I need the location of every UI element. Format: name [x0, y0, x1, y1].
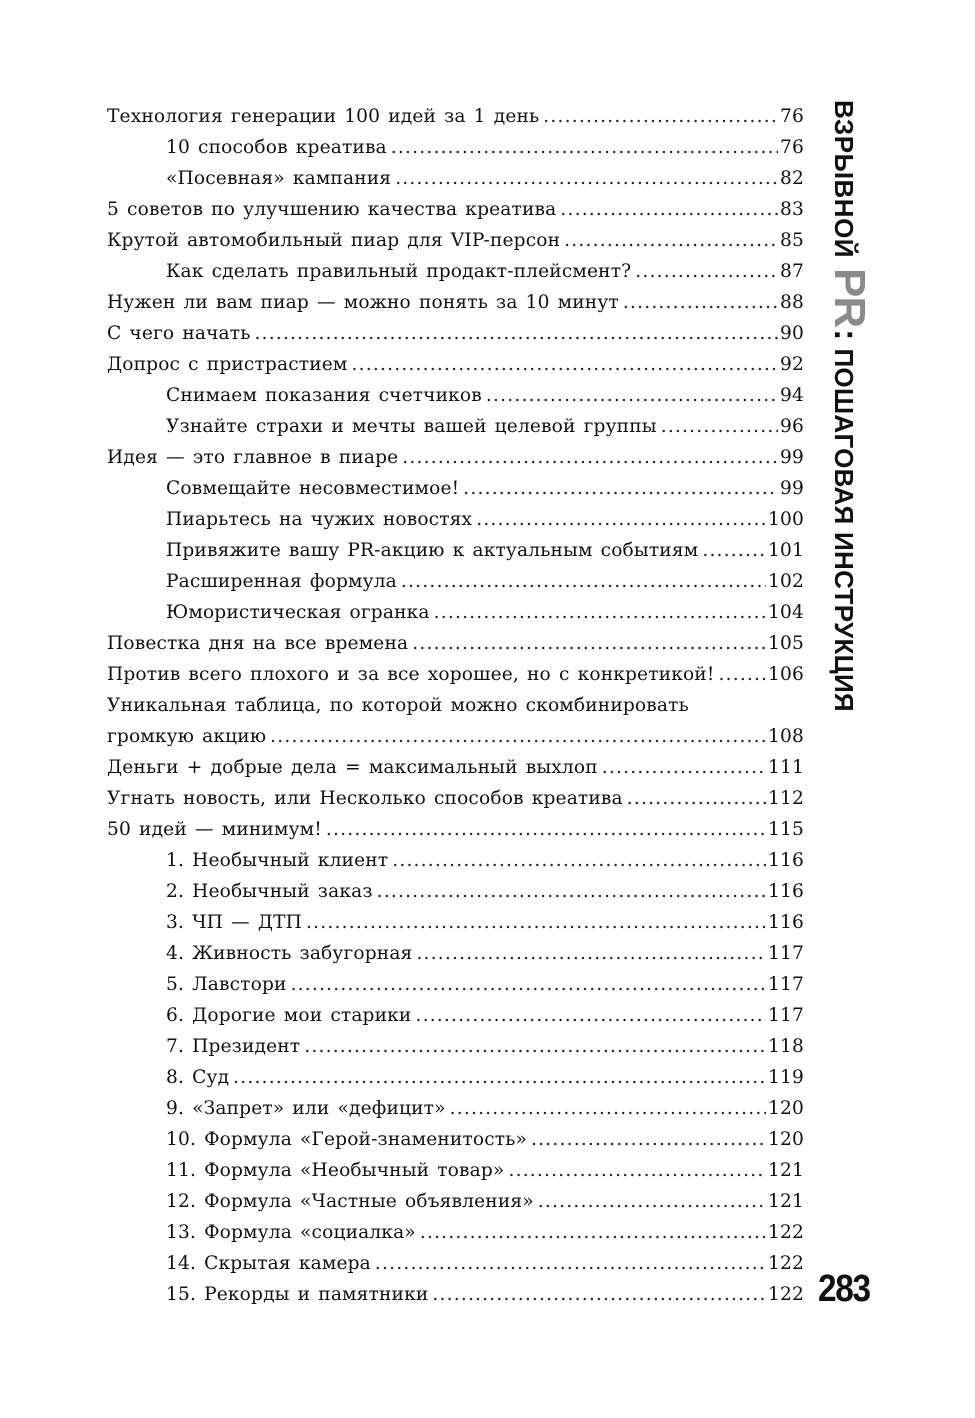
toc-entry	[107, 628, 804, 659]
dot-leader	[627, 783, 766, 814]
toc-entry-page: 117	[768, 1005, 804, 1026]
toc-entry-page: 117	[768, 974, 804, 995]
dot-leader	[352, 349, 778, 380]
toc-entry-page: 96	[780, 416, 804, 437]
toc-entry	[107, 473, 804, 504]
toc-entry-title: Нужен ли вам пиар — можно понять за 10 минут	[107, 292, 619, 313]
toc-entry-title: Идея — это главное в пиаре	[107, 447, 399, 468]
dot-leader	[538, 1186, 766, 1217]
toc-entry-title: «Посевная» кампания	[166, 168, 392, 189]
toc-entry-title: Уникальная таблица, по которой можно скомбинировать	[107, 695, 689, 716]
toc-entry-page: 102	[768, 571, 804, 592]
toc-entry-page: 120	[768, 1098, 804, 1119]
toc-entry-title: 1. Необычный клиент	[166, 850, 389, 871]
toc-entry-title: 3. ЧП — ДТП	[166, 912, 303, 933]
toc-entry-page: 119	[768, 1067, 804, 1088]
toc-entry-title: Против всего плохого и за все хорошее, но с конкретикой!	[107, 664, 715, 685]
toc-entry-page: 88	[780, 292, 804, 313]
book-title-pr: PR	[825, 267, 874, 328]
toc-entry-title: Крутой автомобильный пиар для VIP-персон	[107, 230, 561, 251]
toc-entry	[107, 1279, 804, 1310]
toc-entry-title: 9. «Запрет» или «дефицит»	[166, 1098, 446, 1119]
dot-leader	[450, 1093, 766, 1124]
dot-leader	[543, 101, 778, 132]
toc-entry-page: 108	[768, 726, 804, 747]
toc-entry-title: 5 советов по улучшению качества креатива	[107, 199, 557, 220]
toc-entry	[107, 504, 804, 535]
toc-entry	[107, 380, 804, 411]
dot-leader	[255, 318, 779, 349]
toc-entry-page: 116	[768, 881, 804, 902]
toc-entry-page: 117	[768, 943, 804, 964]
toc-entry-title: 10. Формула «Герой-знаменитость»	[166, 1129, 528, 1150]
dot-leader	[434, 597, 766, 628]
toc-entry-title: Технология генерации 100 идей за 1 день	[107, 106, 540, 127]
toc-entry	[107, 752, 804, 783]
toc-entry	[107, 659, 804, 690]
toc-entry	[107, 1155, 804, 1186]
toc-entry-page: 118	[768, 1036, 804, 1057]
dot-leader	[391, 132, 778, 163]
toc-entry-title: Расширенная формула	[166, 571, 397, 592]
toc-entry-page: 83	[780, 199, 804, 220]
toc-entry-title: 13. Формула «социалка»	[166, 1222, 416, 1243]
dot-leader	[395, 163, 778, 194]
toc-entry-title: Узнайте страхи и мечты вашей целевой группы	[166, 416, 657, 437]
dot-leader	[304, 1031, 766, 1062]
toc-entry	[107, 101, 804, 132]
toc-entry	[107, 1248, 804, 1279]
toc-entry-page: 94	[780, 385, 804, 406]
toc-entry-title: Снимаем показания счетчиков	[166, 385, 482, 406]
dot-leader	[377, 876, 766, 907]
dot-leader	[402, 442, 778, 473]
toc-entry	[107, 442, 804, 473]
toc-entry	[107, 1124, 804, 1155]
dot-leader	[508, 1155, 766, 1186]
toc-entry-title-continued: громкую акцию	[107, 726, 267, 747]
toc-entry	[107, 256, 804, 287]
toc-entry-title: 8. Суд	[166, 1067, 230, 1088]
running-head	[825, 100, 874, 712]
toc-entry-page: 76	[780, 106, 804, 127]
book-title-part1: ВЗРЫВНОЙ	[829, 100, 859, 258]
toc-entry	[107, 225, 804, 256]
dot-leader	[635, 256, 778, 287]
toc-entry-page: 76	[780, 137, 804, 158]
toc-entry-title: Деньги + добрые дела = максимальный выхлоп	[107, 757, 598, 778]
toc-entry	[107, 597, 804, 628]
toc-entry-title: 6. Дорогие мои старики	[166, 1005, 412, 1026]
dot-leader	[416, 938, 766, 969]
toc-entry	[107, 535, 804, 566]
toc-entry-page: 112	[768, 788, 804, 809]
toc-entry	[107, 907, 804, 938]
toc-entry	[107, 783, 804, 814]
dot-leader	[476, 504, 766, 535]
toc-entry-title: Повестка дня на все времена	[107, 633, 409, 654]
dot-leader	[623, 287, 778, 318]
toc-entry-page: 122	[768, 1253, 804, 1274]
page-number: 283	[818, 1268, 870, 1310]
toc-entry	[107, 318, 804, 349]
toc-entry-page: 122	[768, 1284, 804, 1305]
toc-entry-page: 85	[780, 230, 804, 251]
toc-entry-page: 101	[768, 540, 804, 561]
toc-entry	[107, 1031, 804, 1062]
dot-leader	[463, 473, 778, 504]
dot-leader	[560, 194, 778, 225]
dot-leader	[306, 907, 766, 938]
toc-entry-title: 4. Живность забугорная	[166, 943, 413, 964]
toc-entry	[107, 938, 804, 969]
toc-entry-title: 2. Необычный заказ	[166, 881, 373, 902]
dot-leader	[486, 380, 778, 411]
dot-leader	[661, 411, 778, 442]
toc-entry-page: 116	[768, 912, 804, 933]
toc-entry-title: 7. Президент	[166, 1036, 301, 1057]
toc-entry-page: 99	[780, 447, 804, 468]
dot-leader	[564, 225, 778, 256]
toc-entry-page: 104	[768, 602, 804, 623]
dot-leader	[702, 535, 766, 566]
toc-entry-title: Привяжите вашу PR-акцию к актуальным событиям	[166, 540, 699, 561]
running-head-text	[824, 100, 874, 712]
toc-entry	[107, 349, 804, 380]
dot-leader	[531, 1124, 766, 1155]
book-title-colon: :	[827, 329, 865, 341]
toc-entry-title: С чего начать	[107, 323, 251, 344]
toc-entry-page: 105	[768, 633, 804, 654]
toc-entry-page: 111	[768, 757, 804, 778]
dot-leader	[375, 1248, 766, 1279]
toc-entry	[107, 690, 804, 752]
toc-entry	[107, 1186, 804, 1217]
toc-entry-title: 11. Формула «Необычный товар»	[166, 1160, 505, 1181]
toc-entry-title: 10 способов креатива	[166, 137, 387, 158]
dot-leader	[270, 721, 766, 752]
toc-entry	[107, 132, 804, 163]
toc-entry-title: 50 идей — минимум!	[107, 819, 322, 840]
toc-entry-title: Как сделать правильный продакт-плейсмент?	[166, 261, 632, 282]
toc-entry	[107, 814, 804, 845]
dot-leader	[432, 1279, 766, 1310]
toc-entry-page: 116	[768, 850, 804, 871]
dot-leader	[415, 1000, 766, 1031]
toc-entry-title: Совмещайте несовместимое!	[166, 478, 460, 499]
toc-entry	[107, 566, 804, 597]
toc-entry-title: 12. Формула «Частные объявления»	[166, 1191, 534, 1212]
table-of-contents	[107, 101, 804, 1310]
toc-entry	[107, 194, 804, 225]
toc-entry	[107, 1062, 804, 1093]
toc-entry-page: 90	[780, 323, 804, 344]
toc-entry-title: Допрос с пристрастием	[107, 354, 348, 375]
toc-entry	[107, 1217, 804, 1248]
toc-entry	[107, 845, 804, 876]
toc-entry-page: 92	[780, 354, 804, 375]
toc-entry	[107, 411, 804, 442]
toc-entry-page: 99	[780, 478, 804, 499]
toc-entry-title: 14. Скрытая камера	[166, 1253, 371, 1274]
toc-entry-title: Пиарьтесь на чужих новостях	[166, 509, 473, 530]
dot-leader	[718, 659, 766, 690]
dot-leader	[602, 752, 766, 783]
toc-entry-title: 5. Лавстори	[166, 974, 287, 995]
dot-leader	[291, 969, 766, 1000]
dot-leader	[401, 566, 766, 597]
toc-entry-page: 115	[768, 819, 804, 840]
dot-leader	[392, 845, 766, 876]
toc-entry-page: 121	[768, 1160, 804, 1181]
toc-entry-page: 121	[768, 1191, 804, 1212]
book-title-part2: ПОШАГОВАЯ ИНСТРУКЦИЯ	[829, 348, 859, 712]
toc-entry-title: Угнать новость, или Несколько способов креатива	[107, 788, 623, 809]
dot-leader	[326, 814, 766, 845]
dot-leader	[420, 1217, 766, 1248]
dot-leader	[233, 1062, 766, 1093]
toc-entry	[107, 969, 804, 1000]
toc-entry-page: 100	[768, 509, 804, 530]
toc-entry-page: 87	[780, 261, 804, 282]
toc-entry-page: 122	[768, 1222, 804, 1243]
toc-entry-title: 15. Рекорды и памятники	[166, 1284, 429, 1305]
dot-leader	[412, 628, 766, 659]
toc-entry	[107, 287, 804, 318]
toc-entry-page: 82	[780, 168, 804, 189]
toc-entry	[107, 1000, 804, 1031]
toc-entry	[107, 876, 804, 907]
toc-entry	[107, 1093, 804, 1124]
toc-entry-page: 106	[768, 664, 804, 685]
toc-entry-title: Юмористическая огранка	[166, 602, 430, 623]
toc-entry	[107, 163, 804, 194]
toc-entry-page: 120	[768, 1129, 804, 1150]
